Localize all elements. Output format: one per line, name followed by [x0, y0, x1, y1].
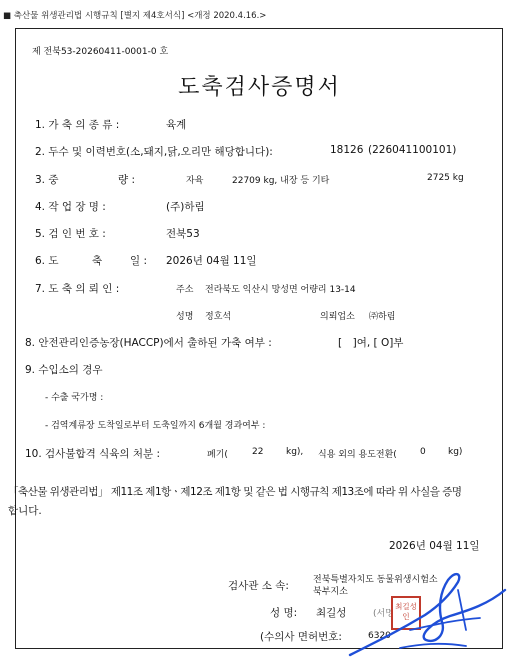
- statement-line-1: 「축산물 위생관리법」 제11조 제1항ㆍ제12조 제1항 및 같은 법 시행규칙 제13조에 따라 위 사실을 증명: [8, 486, 462, 498]
- row10-disposal-value: 22: [252, 447, 264, 457]
- inspector-license: 6320: [368, 631, 391, 641]
- inspector-office-line2: 북부지소: [313, 587, 348, 597]
- row6-label2: 축: [92, 255, 103, 267]
- row2-count: 18126: [330, 144, 364, 156]
- seal-text: 최길성인: [395, 602, 417, 621]
- handwritten-signature: [340, 560, 510, 660]
- row7-label: 7. 도 축 의 뢰 인 :: [35, 283, 120, 295]
- row10-disposal: 폐기(: [207, 450, 228, 460]
- certificate-title: 도축검사증명서: [178, 75, 341, 100]
- row1-value: 육계: [166, 119, 187, 131]
- row9-export-country: - 수출 국가명 :: [45, 393, 104, 403]
- row7-address-label: 주소: [176, 285, 194, 295]
- row9-label: 9. 수입소의 경우: [25, 364, 103, 376]
- inspector-office-line1: 전북특별자치도 동물위생시험소: [313, 575, 438, 585]
- inspector-office-label: 검사관 소 속:: [228, 580, 289, 592]
- row7-name: 정호석: [205, 312, 232, 322]
- row7-name-label: 성명: [176, 312, 194, 322]
- row4-label: 4. 작 업 장 명 :: [35, 201, 106, 213]
- row8-choice: [ ]여, [ O]부: [338, 337, 404, 349]
- row7-address: 전라북도 익산시 망성면 어량리 13-14: [205, 285, 356, 295]
- row10-other-value: 0: [420, 447, 426, 457]
- row10-label: 10. 검사불합격 식육의 처분 :: [25, 448, 161, 460]
- statement-line-2: 합니다.: [8, 505, 42, 517]
- row3-other-weight: 2725 kg: [427, 173, 464, 183]
- inspector-signature-hint: (서명: [373, 609, 394, 619]
- doc-number: 제 전북53-20260411-0001-0 호: [32, 47, 169, 57]
- row3-weight: 22709 kg, 내장 등 기타: [232, 176, 330, 186]
- row9-quarantine: - 검역계류장 도착일로부터 도축일까지 6개월 경과여부 :: [45, 421, 266, 431]
- row3-label2: 량 :: [118, 174, 136, 186]
- row10-other-use: 식용 외의 용도전환(: [318, 450, 397, 460]
- row3-type: 자육: [186, 176, 204, 186]
- inspector-name-label: 성 명:: [270, 607, 298, 619]
- row6-value: 2026년 04월 11일: [166, 255, 257, 267]
- inspector-name: 최길성: [316, 607, 347, 619]
- row6-label3: 일 :: [130, 255, 148, 267]
- row8-label: 8. 안전관리인증농장(HACCP)에서 출하된 가축 여부 :: [25, 337, 272, 349]
- row10-other-unit: kg): [448, 447, 463, 457]
- row10-disposal-unit: kg),: [286, 447, 304, 457]
- row7-client-label: 의뢰업소: [320, 312, 355, 322]
- row6-label: 6. 도: [35, 255, 59, 267]
- row5-label: 5. 검 인 번 호 :: [35, 228, 106, 240]
- row5-value: 전북53: [166, 228, 200, 240]
- form-header: ■ 축산물 위생관리법 시행규칙 [별지 제4호서식] <개정 2020.4.16.>: [3, 11, 267, 21]
- inspector-license-label: (수의사 면허번호:: [260, 631, 342, 643]
- row3-label: 3. 중: [35, 174, 59, 186]
- row4-value: (주)하림: [166, 201, 205, 213]
- row2-trace: (226041100101): [368, 144, 457, 156]
- row2-label: 2. 두수 및 이력번호(소,돼지,닭,오리만 해당합니다):: [35, 146, 273, 158]
- row1-label: 1. 가 축 의 종 류 :: [35, 119, 120, 131]
- issue-date: 2026년 04월 11일: [389, 540, 480, 552]
- row7-client: ㈜하림: [369, 312, 396, 322]
